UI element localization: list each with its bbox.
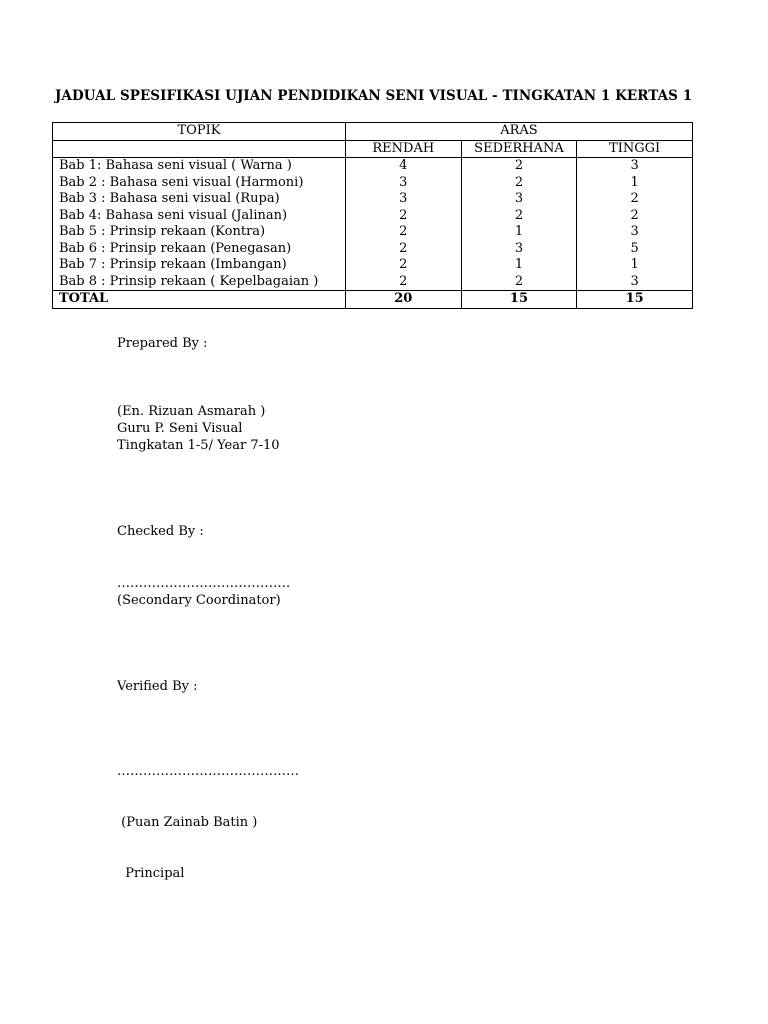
sederhana-cell: 1 (461, 224, 577, 241)
checked-by-name: (Secondary Coordinator) (117, 593, 281, 608)
topic-header-spacer (53, 140, 346, 158)
sederhana-cell: 2 (461, 274, 577, 291)
specification-table (52, 122, 693, 309)
verified-by-role: Principal (117, 866, 185, 881)
tinggi-cell: 3 (577, 224, 693, 241)
table-row (53, 257, 693, 274)
topic-header: TOPIK (53, 123, 346, 141)
prepared-by-role: Guru P. Seni Visual (117, 421, 243, 436)
checked-by-block (117, 575, 290, 609)
table-row (53, 208, 693, 225)
col-header-tinggi: TINGGI (577, 140, 693, 158)
rendah-cell: 2 (345, 241, 461, 258)
tinggi-cell: 5 (577, 241, 693, 258)
table-row (53, 241, 693, 258)
table-row (53, 191, 693, 208)
total-label: TOTAL (53, 291, 346, 309)
rendah-cell: 2 (345, 224, 461, 241)
topic-cell: Bab 8 : Prinsip rekaan ( Kepelbagaian ) (53, 274, 346, 291)
table-row (53, 224, 693, 241)
sederhana-cell: 3 (461, 241, 577, 258)
topic-cell: Bab 3 : Bahasa seni visual (Rupa) (53, 191, 346, 208)
col-header-sederhana: SEDERHANA (461, 140, 577, 158)
sederhana-cell: 2 (461, 208, 577, 225)
tinggi-cell: 2 (577, 208, 693, 225)
prepared-by-scope: Tingkatan 1-5/ Year 7-10 (117, 438, 280, 453)
checked-by-signature-line: …………………………………. (117, 576, 291, 591)
tinggi-cell: 1 (577, 175, 693, 192)
level-header: ARAS (345, 123, 692, 141)
rendah-cell: 3 (345, 175, 461, 192)
total-sederhana: 15 (461, 291, 577, 309)
checked-by-label: Checked By : (117, 524, 204, 539)
topic-cell: Bab 5 : Prinsip rekaan (Kontra) (53, 224, 346, 241)
prepared-by-block (117, 403, 280, 454)
col-header-rendah: RENDAH (345, 140, 461, 158)
sederhana-cell: 3 (461, 191, 577, 208)
header-row-2 (53, 140, 693, 158)
sederhana-cell: 2 (461, 175, 577, 192)
tinggi-cell: 3 (577, 274, 693, 291)
total-tinggi: 15 (577, 291, 693, 309)
rendah-cell: 3 (345, 191, 461, 208)
rendah-cell: 2 (345, 208, 461, 225)
topic-cell: Bab 2 : Bahasa seni visual (Harmoni) (53, 175, 346, 192)
sederhana-cell: 2 (461, 158, 577, 175)
rendah-cell: 2 (345, 274, 461, 291)
topic-cell: Bab 7 : Prinsip rekaan (Imbangan) (53, 257, 346, 274)
tinggi-cell: 2 (577, 191, 693, 208)
header-row-1 (53, 123, 693, 141)
document-title: JADUAL SPESIFIKASI UJIAN PENDIDIKAN SENI VISUAL - TINGKATAN 1 KERTAS 1 (55, 88, 693, 104)
topic-cell: Bab 6 : Prinsip rekaan (Penegasan) (53, 241, 346, 258)
prepared-by-name: (En. Rizuan Asmarah ) (117, 404, 266, 419)
tinggi-cell: 1 (577, 257, 693, 274)
tinggi-cell: 3 (577, 158, 693, 175)
rendah-cell: 2 (345, 257, 461, 274)
prepared-by-label: Prepared By : (117, 336, 208, 351)
total-row (53, 291, 693, 309)
verified-by-block (117, 729, 299, 916)
table-row (53, 274, 693, 291)
total-rendah: 20 (345, 291, 461, 309)
table-row (53, 158, 693, 175)
verified-by-name: (Puan Zainab Batin ) (117, 815, 258, 830)
rendah-cell: 4 (345, 158, 461, 175)
table-row (53, 175, 693, 192)
topic-cell: Bab 4: Bahasa seni visual (Jalinan) (53, 208, 346, 225)
sederhana-cell: 1 (461, 257, 577, 274)
verified-by-signature-line: …………………………………… (117, 764, 299, 779)
verified-by-label: Verified By : (117, 679, 198, 694)
topic-cell: Bab 1: Bahasa seni visual ( Warna ) (53, 158, 346, 175)
